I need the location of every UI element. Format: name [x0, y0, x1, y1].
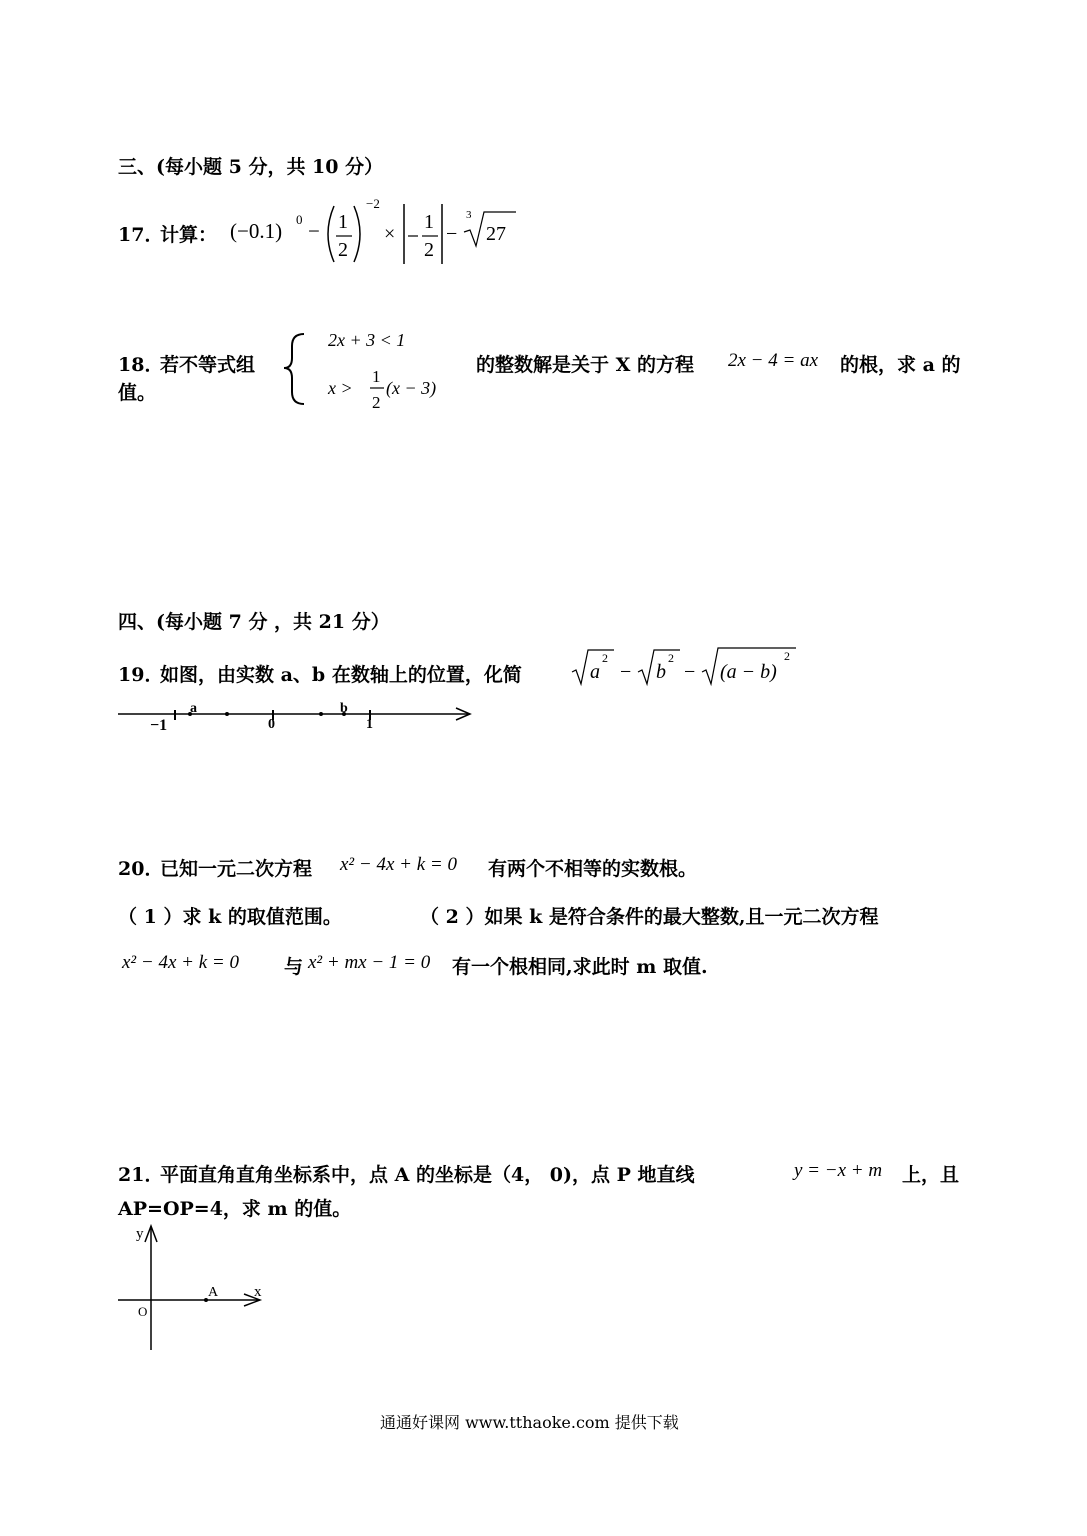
q19-a: a: [590, 661, 600, 683]
q18-ineq2-rest: (x − 3): [386, 378, 437, 398]
q17-exp-neg2: −2: [366, 196, 380, 211]
q19-minus2: −: [684, 661, 696, 683]
q17-label: 计算：: [160, 224, 218, 246]
q21-number: 21．: [118, 1164, 164, 1186]
label-a: a: [190, 701, 197, 716]
q20-line1-tail: 有两个不相等的实数根。: [488, 858, 698, 880]
q17-root-index: 3: [466, 209, 472, 221]
q18-ineq1: 2x + 3 < 1: [328, 330, 406, 350]
q20-part2: （ 2 ）如果 k 是符合条件的最大整数,且一元二次方程: [420, 906, 879, 928]
section-4-heading: 四、(每小题 7 分 ，共 21 分）: [118, 611, 390, 633]
q17-minus-2: −: [446, 223, 458, 245]
q18-tail: 的整数解是关于 X 的方程: [476, 354, 694, 376]
footer: 通通好课网 www.tthaoke.com 提供下载: [380, 1413, 679, 1432]
q18-lead: 若不等式组: [160, 354, 256, 376]
q17-lparen: [328, 206, 334, 262]
q19-b-exp: 2: [668, 651, 674, 665]
q20-with: 与: [284, 956, 304, 978]
q20-part1: （ 1 ）求 k 的取值范围。: [118, 906, 342, 928]
label-0: 0: [268, 717, 275, 732]
q17-frac2-num: 1: [424, 211, 434, 233]
q17-frac1-den: 2: [338, 239, 348, 261]
q19-minus1: −: [620, 661, 632, 683]
q19-expression: [570, 644, 810, 692]
label-b: b: [340, 701, 348, 716]
q18-number: 18．: [118, 354, 164, 376]
q18-frac-den: 2: [372, 393, 381, 412]
q17-number: 17．: [118, 224, 164, 246]
q19-text: 如图，由实数 a、b 在数轴上的位置，化简: [160, 664, 522, 686]
q18-inequality-system: [282, 320, 472, 416]
q20-eq1: x² − 4x + k = 0: [340, 854, 457, 875]
q18-frac-num: 1: [372, 367, 381, 386]
q17-term-1: (−0.1): [230, 219, 283, 243]
q21-eq: y = −x + m: [794, 1160, 883, 1181]
q17-exp-0: 0: [296, 212, 303, 227]
q21-coordinate-axes: [114, 1218, 274, 1358]
y-label: y: [136, 1226, 144, 1242]
q19-b: b: [656, 661, 666, 683]
q19-number: 19．: [118, 664, 164, 686]
q19-amb-exp: 2: [784, 649, 790, 663]
q17-rparen: [354, 206, 360, 262]
point-A-label: A: [208, 1285, 219, 1300]
q20-eq2: x² − 4x + k = 0: [122, 952, 239, 973]
q17-frac2-den: 2: [424, 239, 434, 261]
section-3-heading: 三、(每小题 5 分，共 10 分）: [118, 156, 384, 178]
q21-line2: AP=OP=4，求 m 的值。: [118, 1198, 352, 1220]
tick-mid-right: [319, 712, 323, 716]
q21-line1a: 平面直角直角坐标系中，点 A 的坐标是（4， 0)，点 P 地直线: [160, 1164, 695, 1186]
q19-amb: (a − b): [720, 661, 777, 683]
q18-brace: [284, 334, 304, 404]
q21-line1b: 上，且: [902, 1164, 960, 1186]
q19-a-exp: 2: [602, 651, 608, 665]
q18-ineq2-lhs: x >: [328, 378, 353, 398]
q17-expression: [228, 192, 528, 272]
q20-number: 20．: [118, 858, 164, 880]
x-label: x: [254, 1284, 262, 1300]
q17-minus-1: −: [308, 219, 320, 243]
q17-radicand: 27: [486, 223, 506, 245]
label-1: 1: [366, 717, 373, 732]
q17-times: ×: [384, 223, 396, 245]
q19-number-line: [116, 696, 476, 736]
q20-line3-tail: 有一个根相同,求此时 m 取值.: [452, 956, 708, 978]
q20-eq3: x² + mx − 1 = 0: [308, 952, 431, 973]
q20-line1: 已知一元二次方程: [160, 858, 313, 880]
q18-equation: 2x − 4 = ax: [728, 350, 819, 371]
label-neg1: −1: [150, 717, 168, 734]
origin-label: O: [138, 1304, 148, 1319]
q17-frac1-num: 1: [338, 211, 348, 233]
q18-tail2: 的根，求 a 的: [840, 354, 961, 376]
q18-tail3: 值。: [118, 382, 157, 404]
tick-mid-left: [225, 712, 229, 716]
